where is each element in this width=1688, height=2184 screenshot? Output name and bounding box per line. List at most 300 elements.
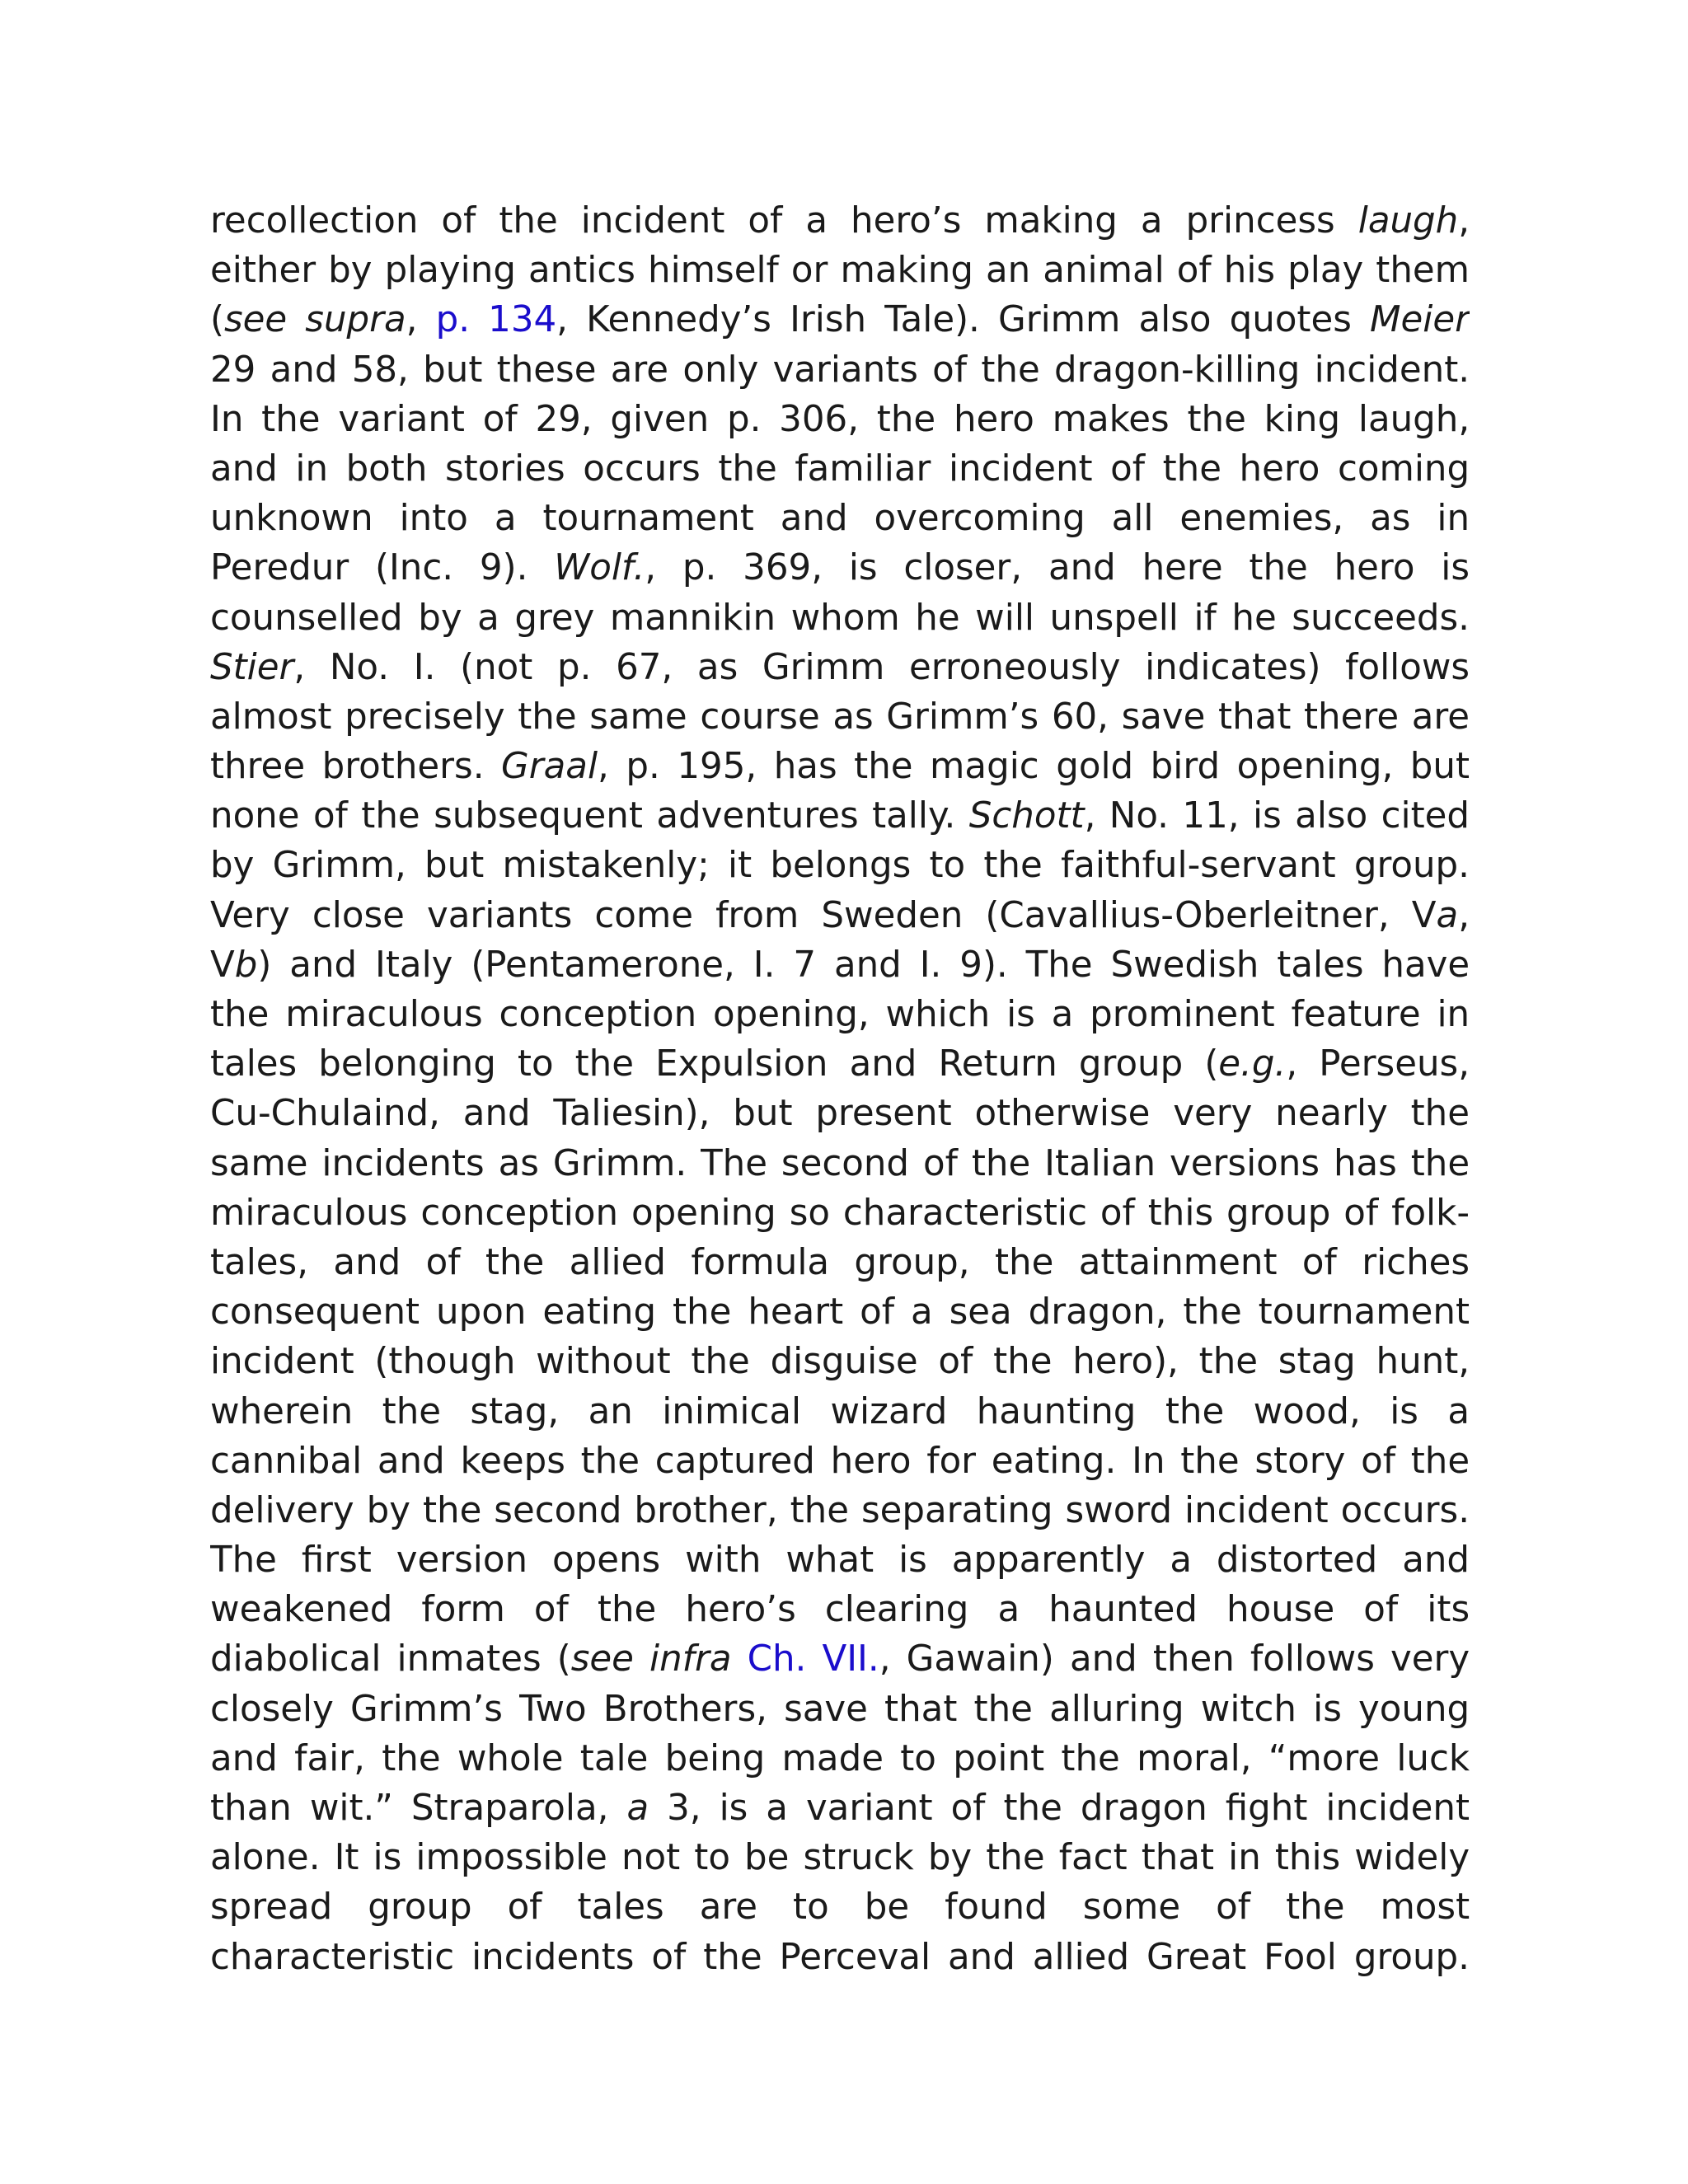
text-word: of xyxy=(932,349,968,391)
text-word: attainment xyxy=(1078,1241,1278,1283)
text-word: keeps xyxy=(460,1440,565,1482)
text-word: by xyxy=(210,845,255,887)
text-word: opening xyxy=(631,1192,776,1234)
text-word: , xyxy=(598,746,609,788)
text-word: Italy xyxy=(375,944,453,986)
text-word: follows xyxy=(1250,1638,1375,1680)
text-word: haunted xyxy=(1048,1589,1198,1631)
text-word: brother, xyxy=(634,1489,778,1531)
text-word: recollection xyxy=(210,200,419,241)
text-word: 60, xyxy=(1051,696,1109,738)
text-word: a xyxy=(766,1788,788,1829)
text-word: a xyxy=(1051,994,1074,1035)
text-word: laugh, xyxy=(1357,398,1470,440)
text-word: be xyxy=(744,1837,790,1879)
text-word: No. xyxy=(1109,795,1170,837)
text-word: The xyxy=(1025,944,1093,986)
text-line xyxy=(210,345,1470,395)
text-word: ( xyxy=(556,1638,571,1680)
text-word: is xyxy=(1006,994,1035,1035)
text-word: the xyxy=(1183,1291,1242,1333)
text-word: inimical xyxy=(662,1390,802,1432)
text-word: eating xyxy=(542,1291,657,1333)
text-word: impossible xyxy=(415,1837,607,1879)
text-word: incident xyxy=(948,448,1093,490)
text-line xyxy=(210,1833,1470,1882)
text-word: group xyxy=(1226,1192,1331,1234)
text-word: only xyxy=(682,349,759,391)
text-word: hero’s xyxy=(685,1589,796,1631)
italic-text: infra xyxy=(649,1638,732,1680)
text-word: opening, xyxy=(1236,746,1394,788)
text-word: , xyxy=(1286,1043,1298,1085)
text-line xyxy=(210,1089,1470,1138)
text-word: 9). xyxy=(479,547,528,589)
text-word: Grimm, xyxy=(272,845,406,887)
text-word: cited xyxy=(1381,795,1470,837)
text-word: Fool xyxy=(1264,1936,1337,1978)
text-word: either xyxy=(210,250,316,292)
text-word: variants xyxy=(772,349,918,391)
text-word: the xyxy=(1286,1886,1345,1929)
text-word: Grimm xyxy=(997,299,1121,341)
cross-reference-link[interactable]: VII. xyxy=(822,1638,879,1680)
text-word: are xyxy=(1411,696,1470,738)
text-word: mistakenly; xyxy=(502,845,710,887)
text-word: subsequent xyxy=(434,795,643,837)
text-word: story xyxy=(1254,1440,1346,1482)
text-word: clearing xyxy=(824,1589,969,1631)
text-line xyxy=(210,593,1470,643)
text-word: delivery xyxy=(210,1489,354,1531)
text-word: by xyxy=(366,1489,410,1531)
text-word: save xyxy=(1121,696,1206,738)
text-word: 369, xyxy=(743,547,823,589)
text-word: adventures xyxy=(656,795,859,837)
text-word: whole xyxy=(457,1737,564,1779)
cross-reference-link[interactable]: 134 xyxy=(488,299,557,341)
text-word: hero), xyxy=(1072,1341,1179,1383)
text-word: overcoming xyxy=(874,498,1085,540)
text-word: incident xyxy=(1184,1489,1329,1531)
text-word: the xyxy=(1410,1142,1470,1184)
text-word: the xyxy=(790,1489,849,1531)
text-word: ( xyxy=(1204,1043,1219,1085)
cross-reference-link[interactable]: p. xyxy=(435,299,471,341)
text-word: the xyxy=(1061,1737,1120,1779)
text-word: a xyxy=(494,498,517,540)
text-word: to xyxy=(793,1886,829,1929)
text-word: the xyxy=(1410,1093,1470,1135)
text-line xyxy=(210,643,1470,692)
text-word: belonging xyxy=(318,1043,496,1085)
text-word: is xyxy=(1253,795,1282,837)
text-word: 11, xyxy=(1182,795,1240,837)
text-word: most xyxy=(1380,1886,1470,1929)
text-word: that xyxy=(884,1688,958,1730)
text-word: the xyxy=(382,1737,441,1779)
text-word: the xyxy=(986,1837,1045,1879)
text-word: wizard xyxy=(830,1390,948,1432)
text-word: of xyxy=(922,1142,958,1184)
text-word: the xyxy=(718,448,777,490)
text-word: fact xyxy=(1058,1837,1128,1879)
text-word: Grimm. xyxy=(552,1142,687,1184)
text-word: has xyxy=(1333,1142,1397,1184)
text-word: I. xyxy=(919,944,942,986)
text-word: diabolical xyxy=(210,1638,382,1680)
text-line xyxy=(210,1139,1470,1188)
text-word: weakened xyxy=(210,1589,393,1631)
text-word: allied xyxy=(569,1241,666,1283)
text-word: into xyxy=(399,498,468,540)
text-word: sword xyxy=(1065,1489,1173,1531)
text-word: the xyxy=(1003,1788,1062,1829)
text-word: stories xyxy=(444,448,565,490)
text-line xyxy=(210,1486,1470,1535)
text-word: the xyxy=(691,1341,750,1383)
text-word: himself xyxy=(648,250,779,292)
text-word: upon xyxy=(436,1291,527,1333)
text-word: Grimm’s xyxy=(350,1688,503,1730)
text-line xyxy=(210,1337,1470,1386)
text-word: the xyxy=(1198,1341,1259,1383)
text-word: then xyxy=(1152,1638,1235,1680)
text-word: of xyxy=(482,398,518,440)
text-word: mannikin xyxy=(609,597,776,639)
text-word: and xyxy=(1048,547,1116,589)
text-word: sea xyxy=(949,1291,1012,1333)
text-line xyxy=(210,543,1470,593)
text-word: in xyxy=(295,448,329,490)
text-line xyxy=(210,940,1470,990)
italic-text: Meier xyxy=(1370,299,1470,341)
text-word: tales xyxy=(1277,944,1364,986)
text-word: Brothers, xyxy=(603,1688,767,1730)
text-word: I. xyxy=(413,646,436,688)
text-word: both xyxy=(345,448,428,490)
text-word: king xyxy=(1264,398,1341,440)
text-word: is xyxy=(1390,1390,1418,1432)
text-word: opening, xyxy=(713,994,870,1035)
text-word: and xyxy=(210,1737,278,1779)
text-word: faithful-servant xyxy=(1060,845,1336,887)
text-word: and xyxy=(1069,1638,1137,1680)
text-word: version xyxy=(396,1540,528,1582)
text-word: second xyxy=(494,1489,622,1531)
text-word: the xyxy=(1165,1390,1225,1432)
text-word: come xyxy=(594,894,694,936)
text-word: present xyxy=(815,1093,952,1135)
text-word: of xyxy=(1343,1192,1379,1234)
text-word: the xyxy=(261,398,321,440)
text-word: p. xyxy=(626,746,660,788)
text-word: 9). xyxy=(959,944,1008,986)
text-line xyxy=(210,1238,1470,1287)
text-word: No. xyxy=(329,646,390,688)
body-text xyxy=(210,196,1470,1982)
text-word: Taliesin), xyxy=(553,1093,710,1135)
text-word: 29 xyxy=(210,349,256,391)
text-word: p. xyxy=(556,646,592,688)
italic-text: supra xyxy=(305,299,406,341)
text-word: tales, xyxy=(210,1241,309,1283)
text-word: 3, xyxy=(667,1788,701,1829)
text-word: the xyxy=(422,1489,482,1531)
text-word: ) xyxy=(257,944,272,986)
text-word: given xyxy=(610,398,710,440)
italic-text: a xyxy=(1436,894,1459,936)
text-word: without xyxy=(536,1341,671,1383)
text-word: close xyxy=(312,894,405,936)
text-word: incident xyxy=(210,1341,354,1383)
text-word: are xyxy=(699,1886,758,1929)
text-word: the xyxy=(574,1043,635,1085)
text-word: hunt, xyxy=(1376,1341,1470,1383)
text-word: is xyxy=(1313,1688,1342,1730)
text-word: group xyxy=(1078,1043,1184,1085)
text-word: but xyxy=(423,349,483,391)
text-word: , xyxy=(879,1638,891,1680)
text-word: in xyxy=(1437,994,1470,1035)
text-word: moral, xyxy=(1137,1737,1252,1779)
text-word: hero xyxy=(1239,448,1320,490)
text-word: or xyxy=(790,250,828,292)
text-line xyxy=(210,246,1470,295)
text-word: formula xyxy=(691,1241,830,1283)
text-word: Expulsion xyxy=(655,1043,828,1085)
text-word: stag, xyxy=(470,1390,560,1432)
text-word: to xyxy=(517,1043,554,1085)
text-word: second xyxy=(781,1142,910,1184)
text-word: magic xyxy=(930,746,1039,788)
text-word: 306, xyxy=(779,398,860,440)
text-line xyxy=(210,1387,1470,1436)
text-word: if xyxy=(1193,597,1217,639)
text-word: luck xyxy=(1396,1737,1470,1779)
text-word: spread xyxy=(210,1886,333,1929)
text-word: of xyxy=(1363,1589,1399,1631)
text-word: and xyxy=(1402,1540,1470,1582)
text-word: dragon, xyxy=(1028,1291,1167,1333)
text-word: distorted xyxy=(1216,1540,1378,1582)
text-word: feature xyxy=(1291,994,1421,1035)
text-word: being xyxy=(664,1737,766,1779)
text-word: alluring xyxy=(1049,1688,1184,1730)
text-word: gold xyxy=(1056,746,1134,788)
text-word: not xyxy=(621,1837,681,1879)
text-word: incident xyxy=(1325,1788,1470,1829)
text-word: of xyxy=(1176,250,1212,292)
text-word: the xyxy=(983,845,1043,887)
text-line xyxy=(210,742,1470,791)
text-word: cannibal xyxy=(210,1440,363,1482)
text-word: hero xyxy=(953,398,1034,440)
text-word: whom xyxy=(790,597,900,639)
text-word: Very xyxy=(210,894,290,936)
text-line xyxy=(210,494,1470,543)
text-word: fight xyxy=(1225,1788,1308,1829)
text-word: form xyxy=(421,1589,505,1631)
text-word: inmates xyxy=(396,1638,542,1680)
text-word: a xyxy=(477,597,499,639)
text-word: is xyxy=(898,1540,927,1582)
text-line xyxy=(210,891,1470,940)
text-line xyxy=(210,1585,1470,1634)
text-word: fair, xyxy=(294,1737,365,1779)
text-word: made xyxy=(781,1737,884,1779)
text-word: the xyxy=(994,1241,1054,1283)
text-line xyxy=(210,791,1470,841)
text-line xyxy=(210,196,1470,246)
text-word: of xyxy=(860,1291,895,1333)
text-word: the xyxy=(981,349,1040,391)
text-word: enemies, xyxy=(1179,498,1344,540)
text-word: Return xyxy=(938,1043,1057,1085)
text-word: eating. xyxy=(991,1440,1117,1482)
text-word: of xyxy=(312,795,348,837)
text-word: of xyxy=(1216,1886,1251,1929)
text-word: Great xyxy=(1146,1936,1247,1978)
text-word: haunting xyxy=(976,1390,1137,1432)
text-word: and xyxy=(210,448,278,490)
text-word: It xyxy=(334,1837,359,1879)
text-word: and xyxy=(333,1241,401,1283)
text-word: Two xyxy=(519,1688,587,1730)
italic-text: b xyxy=(234,944,258,986)
text-word: precisely xyxy=(345,696,505,738)
text-word: tales xyxy=(210,1043,298,1085)
text-word: makes xyxy=(1052,398,1170,440)
text-word: miraculous xyxy=(210,1192,408,1234)
text-word: the xyxy=(1410,1440,1470,1482)
text-word: he xyxy=(1231,597,1277,639)
text-word: , xyxy=(293,646,306,688)
text-word: the xyxy=(485,1241,545,1283)
text-word: making xyxy=(984,200,1118,241)
text-word: a xyxy=(1140,200,1163,241)
text-word: a xyxy=(911,1291,933,1333)
text-word: is xyxy=(373,1837,402,1879)
text-word: the xyxy=(971,1142,1031,1184)
text-line xyxy=(210,990,1470,1039)
text-word: of xyxy=(533,1589,569,1631)
text-word: heart xyxy=(748,1291,844,1333)
text-word: tournament xyxy=(1258,1291,1470,1333)
text-line xyxy=(210,1734,1470,1783)
text-word: occurs xyxy=(583,448,701,490)
text-line xyxy=(210,444,1470,494)
text-word: The xyxy=(701,1142,767,1184)
text-word: is xyxy=(1441,547,1470,589)
text-word: that xyxy=(1218,696,1292,738)
text-word: all xyxy=(1111,498,1154,540)
text-word: first xyxy=(301,1540,372,1582)
text-word: of xyxy=(1301,1241,1337,1283)
text-word: its xyxy=(1427,1589,1470,1631)
text-word: and xyxy=(833,944,902,986)
text-word: , xyxy=(556,299,568,341)
text-word: there xyxy=(1304,696,1400,738)
italic-text: see xyxy=(223,299,288,341)
text-word: play xyxy=(1287,250,1364,292)
text-word: alone. xyxy=(210,1837,321,1879)
text-word: this xyxy=(1274,1837,1341,1879)
text-word: miraculous xyxy=(285,994,483,1035)
text-word: closely xyxy=(210,1688,334,1730)
text-word: antics xyxy=(528,250,635,292)
text-word: Perceval xyxy=(779,1936,931,1978)
text-word: as xyxy=(832,696,874,738)
text-word: and xyxy=(377,1440,445,1482)
text-word: incidents xyxy=(471,1936,635,1978)
text-line xyxy=(210,395,1470,444)
text-line xyxy=(210,1436,1470,1486)
text-line xyxy=(210,1634,1470,1684)
text-word: In xyxy=(210,398,244,440)
text-word: with xyxy=(685,1540,762,1582)
text-word: Sweden xyxy=(821,894,964,936)
text-word: apparently xyxy=(951,1540,1146,1582)
text-word: (Cavallius-Oberleitner, xyxy=(985,894,1390,936)
text-word: as xyxy=(498,1142,539,1184)
text-word: variant xyxy=(338,398,465,440)
text-word: by xyxy=(418,597,462,639)
text-word: unknown xyxy=(210,498,373,540)
text-word: quotes xyxy=(1229,299,1352,341)
text-word: wood, xyxy=(1253,1390,1361,1432)
text-word: also xyxy=(1295,795,1368,837)
text-word: allied xyxy=(1032,1936,1130,1978)
text-line xyxy=(210,841,1470,890)
text-word: the xyxy=(1249,547,1308,589)
text-word: that xyxy=(1141,1837,1215,1879)
text-word: in xyxy=(1228,1837,1261,1879)
text-word: Kennedy’s xyxy=(586,299,771,341)
text-word: the xyxy=(580,1440,640,1482)
text-word: but xyxy=(424,845,485,887)
text-word: almost xyxy=(210,696,332,738)
text-word: found xyxy=(945,1886,1048,1929)
text-word: Grimm’s xyxy=(886,696,1039,738)
text-word: captured xyxy=(654,1440,815,1482)
cross-reference-link[interactable]: Ch. xyxy=(747,1638,807,1680)
text-word: the xyxy=(876,398,936,440)
text-word: of xyxy=(441,200,476,241)
text-word: incident xyxy=(580,200,725,241)
text-word: variant xyxy=(805,1788,933,1829)
text-word: Perseus, xyxy=(1319,1043,1470,1085)
text-word: to xyxy=(900,1737,936,1779)
text-line xyxy=(210,1933,1470,1982)
text-word: counselled xyxy=(210,597,403,639)
text-word: of xyxy=(507,1886,542,1929)
text-word: 58, xyxy=(351,349,409,391)
text-word: succeeds. xyxy=(1292,597,1470,639)
italic-text: e.g. xyxy=(1218,1043,1287,1085)
text-word: from xyxy=(715,894,799,936)
text-word: and xyxy=(270,349,338,391)
text-word: than xyxy=(210,1788,292,1829)
text-word: ( xyxy=(210,299,224,341)
text-word: 195, xyxy=(677,746,757,788)
text-word: disguise xyxy=(770,1341,918,1383)
text-word: Irish xyxy=(790,299,867,341)
text-word: the xyxy=(518,696,577,738)
text-word: as xyxy=(1370,498,1411,540)
text-word: also xyxy=(1138,299,1212,341)
text-word: them xyxy=(1376,250,1470,292)
